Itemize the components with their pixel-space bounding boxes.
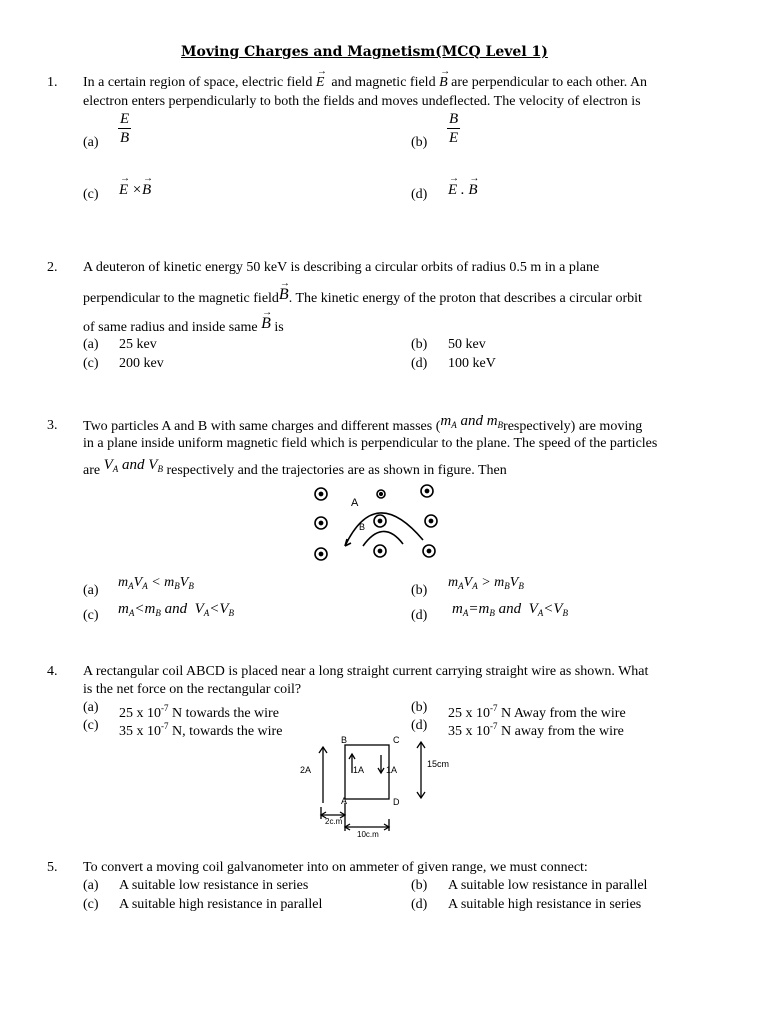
q1-option-d-text[interactable]: → E . → B [448, 181, 478, 199]
question-1-line-2: electron enters perpendicularly to both the fields and moves undeflected. The velocity of electron is [83, 94, 641, 109]
q2-option-a-label[interactable]: (a) [83, 337, 99, 352]
svg-text:2A: 2A [300, 765, 312, 775]
q1-option-b-fraction[interactable]: $\frac{B}{E}$ [449, 111, 459, 146]
q4-option-a-text[interactable]: 25 x $10^{-7}$ N towards the wire [119, 703, 279, 721]
q1-option-c-label[interactable]: (c) [83, 187, 99, 202]
question-2-line-2: perpendicular to the magnetic field→ B. The kinetic energy of the proton that describes a circular orbit [83, 289, 642, 308]
svg-text:A: A [351, 497, 359, 509]
q2-option-b-text[interactable]: 50 kev [448, 337, 486, 352]
svg-text:1A: 1A [386, 765, 398, 775]
q4-option-d-label[interactable]: (d) [411, 718, 428, 733]
page-title: Moving Charges and Magnetism(MCQ Level 1) [181, 44, 548, 60]
question-4-number: 4. [47, 664, 58, 679]
question-3-line-3: are $V_A$ and $V_B$ respectively and the trajectories are as shown in figure. Then [83, 457, 507, 478]
q3-option-b-text[interactable]: $m_AV_A > m_BV_B$ [448, 575, 524, 591]
svg-text:1A: 1A [353, 765, 365, 775]
q5-option-d-text[interactable]: A suitable high resistance in series [448, 897, 642, 912]
svg-text:C: C [393, 735, 400, 745]
q3-option-d-label[interactable]: (d) [411, 608, 428, 623]
vector-b: → B [279, 286, 289, 304]
q4-option-b-label[interactable]: (b) [411, 700, 428, 715]
question-1-number: 1. [47, 75, 58, 90]
q1-option-b-label[interactable]: (b) [411, 135, 428, 150]
q3-trajectory-figure [305, 478, 455, 568]
q2-option-d-label[interactable]: (d) [411, 356, 428, 371]
q3-option-b-label[interactable]: (b) [411, 583, 428, 598]
q3-option-a-label[interactable]: (a) [83, 583, 99, 598]
vector-b: → B [261, 315, 271, 333]
svg-text:D: D [393, 797, 400, 807]
q4-option-c-label[interactable]: (c) [83, 718, 99, 733]
q2-option-c-text[interactable]: 200 kev [119, 356, 164, 371]
q5-option-c-text[interactable]: A suitable high resistance in parallel [119, 897, 323, 912]
q5-option-b-label[interactable]: (b) [411, 878, 428, 893]
q4-option-a-label[interactable]: (a) [83, 700, 99, 715]
q5-option-c-label[interactable]: (c) [83, 897, 99, 912]
svg-text:2c.m: 2c.m [325, 817, 343, 826]
q5-option-a-text[interactable]: A suitable low resistance in series [119, 878, 309, 893]
q5-option-d-label[interactable]: (d) [411, 897, 428, 912]
q5-option-a-label[interactable]: (a) [83, 878, 99, 893]
question-2-number: 2. [47, 260, 58, 275]
q1-option-a-label[interactable]: (a) [83, 135, 99, 150]
q2-option-d-text[interactable]: 100 keV [448, 356, 496, 371]
question-4-line-1: A rectangular coil ABCD is placed near a long straight current carrying straight wire as shown. What [83, 664, 649, 679]
vector-b: → B [439, 74, 448, 92]
svg-text:10c.m: 10c.m [357, 830, 379, 839]
q3-option-d-text[interactable]: $m_A=m_B$ and $V_A<V_B$ [452, 601, 569, 618]
question-4-line-2: is the net force on the rectangular coil? [83, 682, 302, 697]
question-3-line-2: in a plane inside uniform magnetic field which is perpendicular to the plane. The speed of the particles [83, 436, 658, 451]
q3-option-c-label[interactable]: (c) [83, 608, 99, 623]
q3-option-a-text[interactable]: $m_AV_A < m_BV_B$ [118, 575, 194, 591]
svg-text:B: B [341, 735, 348, 745]
q1-option-c-text[interactable]: → E ×→ B [119, 181, 151, 199]
question-2-line-1: A deuteron of kinetic energy 50 keV is describing a circular orbits of radius 0.5 m in a plane [83, 260, 600, 275]
question-3-line-1: Two particles A and B with same charges and different masses ($m_A$ and $m_Brespectively$) are moving [83, 413, 643, 434]
vector-e: → E [316, 74, 325, 92]
q3-option-c-text[interactable]: $m_A<m_B$ and $V_A<V_B$ [118, 601, 235, 618]
q4-option-d-text[interactable]: 35 x $10^{-7}$ N away from the wire [448, 721, 624, 739]
q4-option-b-text[interactable]: 25 x $10^{-7}$ N Away from the wire [448, 703, 626, 721]
q2-option-b-label[interactable]: (b) [411, 337, 428, 352]
q5-option-b-text[interactable]: A suitable low resistance in parallel [448, 878, 648, 893]
svg-text:B: B [359, 522, 366, 532]
question-5-line-1: To convert a moving coil galvanometer into on ammeter of given range, we must connect: [83, 860, 588, 875]
question-1-line-1: In a certain region of space, electric field → E and magnetic field → B are perpendicular to each other. An [83, 74, 647, 92]
q2-option-a-text[interactable]: 25 kev [119, 337, 157, 352]
question-2-line-3: of same radius and inside same → B is [83, 318, 284, 337]
q4-option-c-text[interactable]: 35 x $10^{-7}$ N, towards the wire [119, 721, 283, 739]
q1-option-d-label[interactable]: (d) [411, 187, 428, 202]
question-3-number: 3. [47, 418, 58, 433]
q2-option-c-label[interactable]: (c) [83, 356, 99, 371]
q4-coil-figure [297, 735, 467, 840]
svg-text:15cm: 15cm [427, 759, 450, 769]
question-5-number: 5. [47, 860, 58, 875]
q1-option-a-fraction[interactable]: $\frac{E}{B}$ [120, 111, 130, 146]
svg-text:A: A [341, 796, 348, 806]
